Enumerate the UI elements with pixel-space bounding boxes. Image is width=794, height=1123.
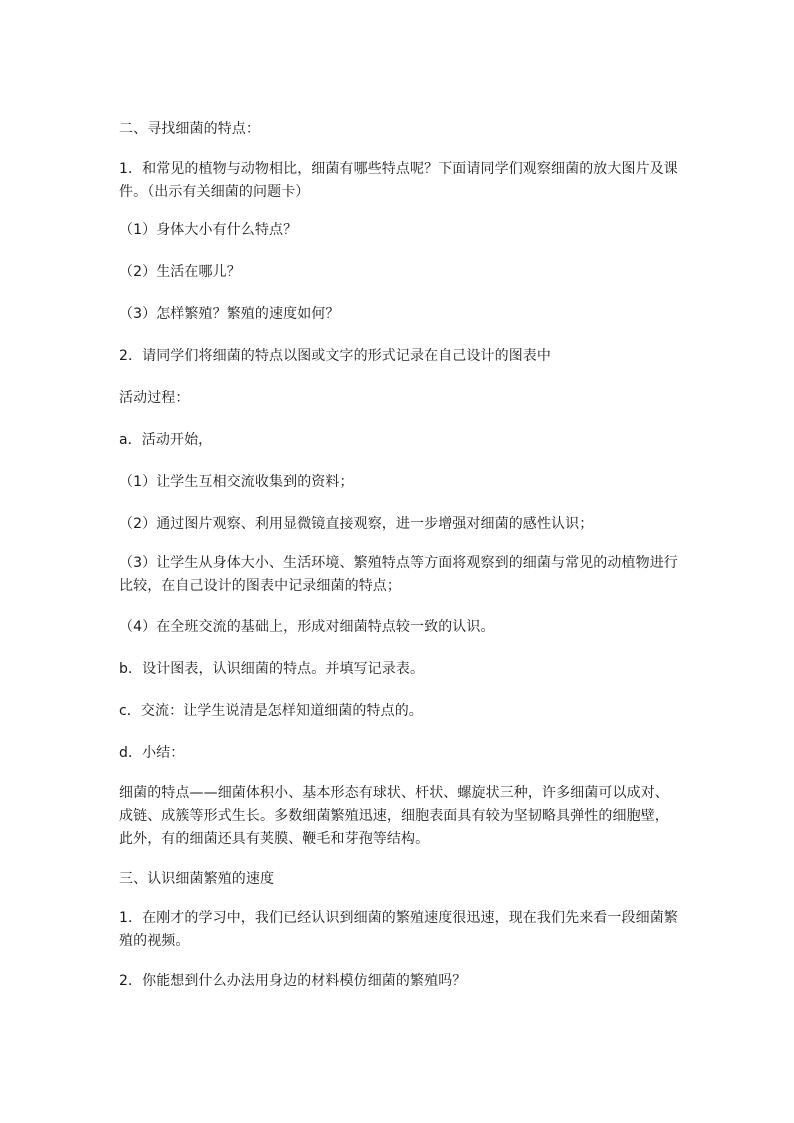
heading-activity-process: 活动过程：	[119, 390, 190, 406]
activity-step-3: （3）让学生从身体大小、生活环境、繁殖特点等方面将观察到的细菌与常见的动植物进行比较，在自己设计的图表中记录细菌的特点；	[119, 555, 678, 594]
question-habitat: （2）生活在哪儿？	[119, 264, 241, 280]
heading-reproduction-speed: 三、认识细菌繁殖的速度	[119, 871, 275, 887]
activity-step-1: （1）让学生互相交流收集到的资料；	[119, 474, 354, 490]
activity-a-start: a．活动开始，	[119, 432, 213, 448]
activity-step-2: （2）通过图片观察、利用显微镜直接观察，进一步增强对细菌的感性认识；	[119, 516, 594, 532]
question-compare: 1．和常见的植物与动物相比，细菌有哪些特点呢？下面请同学们观察细菌的放大图片及课件。（出示有关细菌的问题卡）	[119, 161, 678, 200]
activity-d-summary: d．小结：	[119, 745, 185, 761]
activity-b-design: b．设计图表，认识细菌的特点。并填写记录表。	[119, 661, 425, 677]
summary-bacteria-features: 细菌的特点——细菌体积小、基本形态有球状、杆状、螺旋状三种，许多细菌可以成对、成链、成簇等形式生长。多数细菌繁殖迅速，细胞表面具有较为坚韧略具弹性的细胞壁，此外，有的细菌还具有荚膜、鞭毛和芽孢等结构。	[119, 785, 669, 847]
question-size: （1）身体大小有什么特点？	[119, 222, 298, 238]
activity-step-4: （4）在全班交流的基础上，形成对细菌特点较一致的认识。	[119, 619, 495, 635]
question-reproduction: （3）怎样繁殖？繁殖的速度如何？	[119, 306, 340, 322]
instruction-record: 2．请同学们将细菌的特点以图或文字的形式记录在自己设计的图表中	[119, 348, 552, 364]
activity-c-exchange: c．交流：让学生说清是怎样知道细菌的特点的。	[119, 703, 423, 719]
reproduction-imitation-question: 2．你能想到什么办法用身边的材料模仿细菌的繁殖吗？	[119, 973, 467, 989]
heading-bacteria-features: 二、寻找细菌的特点：	[119, 121, 260, 137]
reproduction-video-intro: 1．在刚才的学习中，我们已经认识到细菌的繁殖速度很迅速，现在我们先来看一段细菌繁殖的视频。	[119, 910, 678, 949]
